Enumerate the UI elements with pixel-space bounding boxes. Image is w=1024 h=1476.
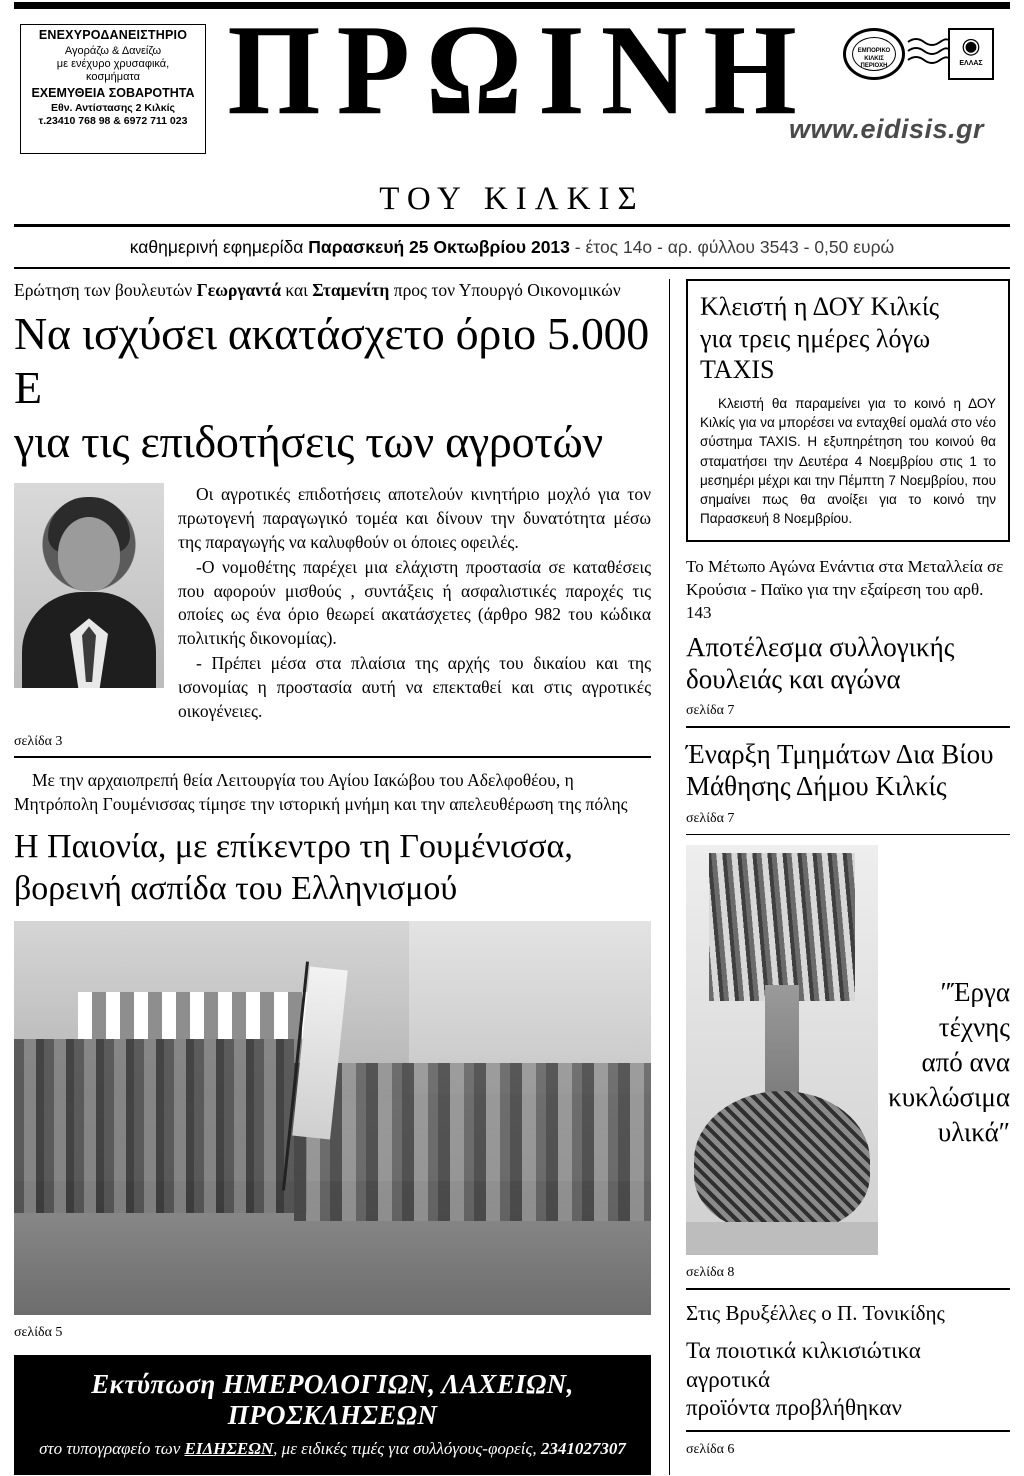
- doy-closure-box[interactable]: [686, 279, 1010, 542]
- recycled-art-caption: [888, 845, 1010, 1150]
- ad-line-3: με ενέχυρο χρυσαφικά,: [56, 57, 170, 70]
- ad-line-5: ΕΧΕΜΥΘΕΙΑ ΣΟΒΑΡΟΤΗΤΑ: [31, 85, 195, 100]
- item2-headline-line2: Μάθησης Δήμου Κιλκίς: [686, 771, 947, 802]
- story2-kicker: Με την αρχαιοπρεπή θεία Λειτουργία του Αγίου Ιακώβου του Αδελφοθέου, η Μητρόπολη Γουμένισσας τίμησε την ιστορική μνήμη και την απελευθέρωση της πόλης: [14, 769, 628, 815]
- recycled-art-photo: [686, 845, 878, 1255]
- photo-dancers: [294, 1063, 651, 1221]
- story1-kicker-c: και: [280, 280, 313, 300]
- item4-kicker: Στις Βρυξέλλες ο Π. Τονικίδης: [686, 1300, 945, 1325]
- pawnshop-ad-box: [20, 24, 206, 154]
- item4-pageref[interactable]: σελίδα 6: [686, 1441, 735, 1457]
- story1-pageref[interactable]: σελίδα 3: [14, 734, 63, 750]
- story1-paragraph-1: Οι αγροτικές επιδοτήσεις αποτελούν κινητήριο μοχλό για τον πρωτογενή παραγωγικό τομέα και δίνουν την δυνατότητα μέσω της παραγωγής να καλυφθούν οι όποιες οφειλές.: [178, 484, 651, 553]
- right-divider-2: [686, 834, 1010, 836]
- ad-banner-text-a: στο τυπογραφείο των: [39, 1439, 185, 1459]
- item1-headline[interactable]: [686, 631, 1010, 696]
- photo-foliage: [694, 1091, 871, 1230]
- item1-headline-line2: δουλειάς και αγώνα: [686, 663, 901, 694]
- photo-ribbons: [709, 853, 855, 1001]
- story1-paragraph-3: - Πρέπει μέσα στα πλαίσια της αρχής του δικαίου και της ισονομίας η προστασία αυτή να επεκταθεί και στις αγροτικές οικογένειες.: [178, 653, 651, 721]
- ad-banner-brand: ΕΙΔΗΣΕΩΝ: [184, 1439, 274, 1459]
- item2-headline-line1: Έναρξη Τμημάτων Δια Βίου: [686, 738, 994, 769]
- chamber-seal-text: ΕΜΠΟΡΙΚΟ ΚΙΛΚΙΣ ΠΕΡΙΟΧΗ: [852, 37, 896, 71]
- item1-kicker: Το Μέτωπο Αγώνα Ενάντια στα Μεταλλεία σε Κρούσια - Παϊκο για την εξαίρεση του αρθ. 143: [686, 557, 1004, 622]
- story1-paragraph-2: -Ο νομοθέτης παρέχει μια ελάχιστη προστασία σε καταθέσεις που αφορούν μισθούς , συντάξεις ή ασφαλιστικές παροχές τις οποίες ως ένα όριο θεωρεί ακατάσχετες (άρθρο 982 του κώδικα πολιτικής δικονομίας).: [178, 556, 651, 649]
- wave-lines-icon: [906, 36, 950, 70]
- dateline-prefix: καθημερινή εφημερίδα: [129, 237, 304, 257]
- newspaper-front-page: [0, 2, 1024, 1476]
- ad-line-7: τ.23410 768 98 & 6972 711 023: [38, 114, 188, 127]
- ad-line-2: Αγοράζω & Δανείζω: [64, 44, 162, 57]
- ad-line-4: κοσμήματα: [86, 70, 140, 83]
- right-divider-4: [686, 1430, 1010, 1432]
- ad-banner-line-2: [26, 1439, 639, 1459]
- story2-headline[interactable]: [14, 826, 651, 909]
- item4-headline-line1: Τα ποιοτικά κιλκισιώτικα αγροτικά: [686, 1337, 921, 1392]
- story1-kicker-name1: Γεωργαντά: [196, 280, 281, 300]
- hellas-seal-text: ΕΛΛΑΣ: [959, 60, 983, 67]
- story1-headline-line2: για τις επιδοτήσεις των αγροτών: [14, 416, 603, 468]
- caption-line-2: τέχνης: [938, 1012, 1010, 1043]
- story2-headline-line2: βορεινή ασπίδα του Ελληνισμού: [14, 869, 458, 907]
- ad-line-6: Εθν. Αντίστασης 2 Κιλκίς: [51, 102, 175, 115]
- caption-line-4: κυκλώσιμα: [888, 1082, 1010, 1113]
- story1-lead: [14, 483, 651, 724]
- content-columns: [14, 279, 1010, 1475]
- caption-line-1: ″Έργα: [940, 977, 1010, 1008]
- doy-box-body: Κλειστή θα παραμείνει για το κοινό η ΔΟΥ Κιλκίς για να μπορέσει να ενταχθεί ομαλά στο νέο σύστημα TAXIS. Η εξυπηρέτηση του κοινού θα σταματήσει την Δευτέρα 4 Νοεμβρίου στις 1 το μεσημέρι μέχρι και την Πέμπτη 7 Νοεμβρίου, που σημαίνει πως θα ανοίξει για το κοινό την Παρασκευή 8 Νοεμβρίου.: [700, 396, 996, 527]
- caption-line-5: υλικά″: [937, 1117, 1010, 1148]
- ad-banner-text-c: , με ειδικές τιμές για συλλόγους-φορείς,: [273, 1439, 541, 1459]
- item4-headline-line2: προϊόντα προβλήθηκαν: [686, 1395, 902, 1421]
- newspaper-title: ΠΡΩΙΝΗ: [227, 0, 813, 142]
- left-divider-1: [14, 756, 651, 758]
- doy-box-title: [700, 291, 996, 386]
- story2-pageref[interactable]: σελίδα 5: [14, 1325, 63, 1341]
- ad-banner-line-1: Εκτύπωση ΗΜΕΡΟΛΟΓΙΩΝ, ΛΑΧΕΙΩΝ, ΠΡΟΣΚΛΗΣΕΩΝ: [91, 1369, 574, 1431]
- item1-pageref[interactable]: σελίδα 7: [686, 703, 735, 719]
- hellas-seal-icon: [948, 28, 994, 80]
- caption-line-3: από ανα: [921, 1047, 1010, 1078]
- story1-kicker-a: Ερώτηση των βουλευτών: [14, 280, 197, 300]
- story1-body: [178, 483, 651, 724]
- dateline: [14, 227, 1010, 267]
- website-url[interactable]: www.eidisis.gr: [788, 114, 984, 144]
- story1-headline-line1: Να ισχύσει ακατάσχετο όριο 5.000 Ε: [14, 307, 649, 413]
- item4-headline[interactable]: [686, 1337, 1010, 1423]
- item2-headline[interactable]: [686, 738, 1010, 803]
- photo-crowd: [14, 1039, 307, 1212]
- photo-awning: [78, 992, 320, 1039]
- right-divider-3: [686, 1288, 1010, 1290]
- story2-headline-line1: Η Παιονία, με επίκεντρο τη Γουμένισσα,: [14, 828, 573, 866]
- ad-line-1: ΕΝΕΧΥΡΟΔΑΝΕΙΣΤΗΡΙΟ: [38, 28, 188, 42]
- item3-pageref[interactable]: σελίδα 8: [686, 1265, 735, 1281]
- masthead-subtitle: ΤΟΥ ΚΙΛΚΙΣ: [379, 181, 645, 217]
- story1-portrait-photo: [14, 483, 164, 688]
- left-column: [14, 279, 669, 1475]
- masthead-rule-bottom: [14, 267, 1010, 269]
- chamber-seal-icon: [843, 28, 905, 80]
- parade-photo: [14, 921, 651, 1315]
- photo-grass: [686, 1222, 878, 1255]
- story1-kicker: [14, 279, 651, 303]
- printing-services-ad[interactable]: [14, 1355, 651, 1475]
- story1-headline[interactable]: [14, 307, 651, 470]
- dateline-issue: - έτος 14ο - αρ. φύλλου 3543 - 0,50 ευρώ: [574, 237, 895, 257]
- right-column: [669, 279, 1010, 1475]
- story1-kicker-e: προς τον Υπουργό Οικονομικών: [389, 280, 621, 300]
- hellas-seal-glyph: ◉: [961, 33, 981, 58]
- masthead: [14, 2, 1010, 174]
- item1-headline-line1: Αποτέλεσμα συλλογικής: [686, 631, 955, 662]
- doy-title-line1: Κλειστή η ΔΟΥ Κιλκίς: [700, 292, 940, 321]
- right-divider-1: [686, 726, 1010, 728]
- portrait-face: [58, 517, 120, 591]
- recycled-art-block: [686, 845, 1010, 1255]
- dateline-date: Παρασκευή 25 Οκτωβρίου 2013: [308, 237, 570, 257]
- item2-pageref[interactable]: σελίδα 7: [686, 810, 735, 826]
- story1-kicker-name2: Σταμενίτη: [312, 280, 390, 300]
- doy-title-line2: για τρεις ημέρες λόγω TAXIS: [700, 323, 931, 385]
- ad-banner-phone[interactable]: 2341027307: [540, 1439, 626, 1459]
